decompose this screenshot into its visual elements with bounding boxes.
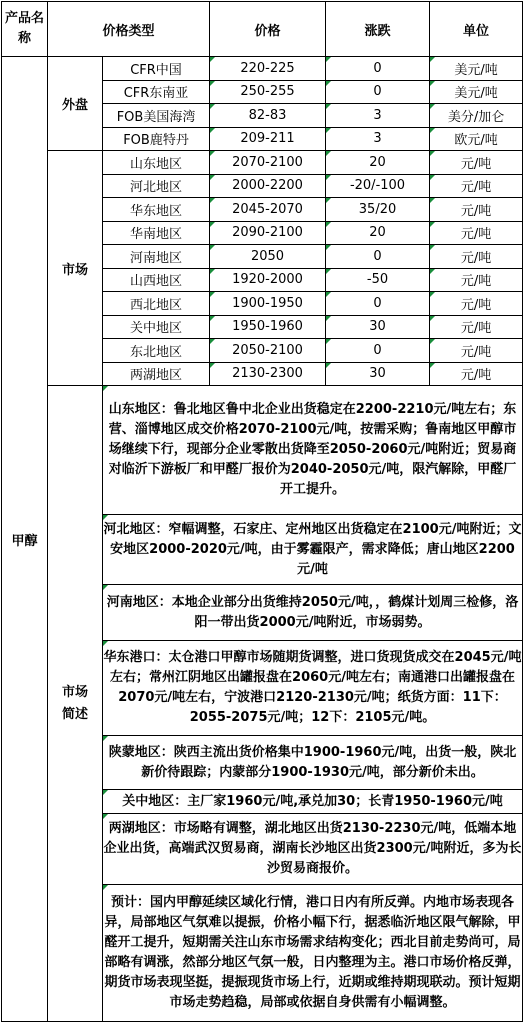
price-cell: 2050 [210,245,326,269]
unit-cell: 元/吨 [430,245,523,269]
header-row [2,2,523,57]
change-cell: -50 [326,268,430,292]
unit-cell: 元/吨 [430,221,523,245]
price-type-cell: 两湖地区 [103,362,210,386]
price-cell: 2000-2200 [210,174,326,198]
price-type-cell: 华南地区 [103,221,210,245]
change-cell: -20/-100 [326,174,430,198]
unit-cell: 元/吨 [430,268,523,292]
group-label-brief [48,386,103,1022]
unit-cell: 美分/加仑 [430,104,523,128]
change-cell: 3 [326,104,430,128]
unit-cell: 元/吨 [430,198,523,222]
price-cell: 82-83 [210,104,326,128]
market-brief-paragraph: 河南地区：本地企业部分出货维持2050元/吨，，鹤煤计划周三检修，洛阳一带出货2000元/吨附近，市场弱势。 [103,585,523,641]
price-cell: 1900-1950 [210,292,326,316]
unit-cell: 元/吨 [430,292,523,316]
market-brief-paragraph: 陕蒙地区：陕西主流出货价格集中1900-1960元/吨，出货一般，陕北新价待跟踪；内蒙部分1900-1930元/吨，部分新价未出。 [103,736,523,790]
price-cell: 1950-1960 [210,315,326,339]
unit-cell: 美元/吨 [430,57,523,81]
change-cell: 30 [326,315,430,339]
price-cell: 2130-2300 [210,362,326,386]
market-brief-paragraph: 山东地区：鲁北地区鲁中北企业出货稳定在2200-2210元/吨左右；东营、淄博地区成交价格2070-2100元/吨，按需采购；鲁南地区甲醇市场继续下行，现部分企业零散出货降至2050-2060元/吨附近；贸易商对临沂下游板厂和甲醛厂报价为2040-2050元/吨，限汽解除，甲醛厂开工提升。 [103,386,523,515]
price-type-cell: FOB鹿特丹 [103,127,210,151]
price-cell: 2050-2100 [210,339,326,363]
change-cell: 3 [326,127,430,151]
price-type-cell: CFR东南亚 [103,80,210,104]
price-cell: 1920-2000 [210,268,326,292]
change-cell: 30 [326,362,430,386]
price-cell: 220-225 [210,57,326,81]
header-unit: 单位 [430,2,523,57]
price-type-cell: 华东地区 [103,198,210,222]
price-cell: 2090-2100 [210,221,326,245]
change-cell: 0 [326,80,430,104]
price-type-cell: 山西地区 [103,268,210,292]
unit-cell: 元/吨 [430,151,523,175]
change-cell: 20 [326,151,430,175]
market-brief-paragraph: 河北地区：窄幅调整，石家庄、定州地区出货稳定在2100元/吨附近；文安地区2000-2020元/吨，由于雾霾限产，需求降低；唐山地区2200元/吨 [103,515,523,585]
table-row [2,151,523,175]
unit-cell: 美元/吨 [430,80,523,104]
price-type-cell: 西北地区 [103,292,210,316]
unit-cell: 元/吨 [430,362,523,386]
change-cell: 0 [326,245,430,269]
unit-cell: 欧元/吨 [430,127,523,151]
price-type-cell: 河南地区 [103,245,210,269]
table-row [2,57,523,81]
unit-cell: 元/吨 [430,315,523,339]
methanol-price-table [1,1,523,1022]
change-cell: 0 [326,292,430,316]
price-type-cell: 山东地区 [103,151,210,175]
price-cell: 2070-2100 [210,151,326,175]
market-brief-paragraph: 预计：国内甲醇延续区域化行情，港口日内有所反弹。内地市场表现各异，局部地区气氛难以提振，价格小幅下行，据悉临沂地区限气解除，甲醛开工提升，短期需关注山东市场需求结构变化；西北目前走势尚可，局部略有调涨，然部分地区气氛一般，日内整理为主。港口市场价格反弹，期货市场表现坚挺，提振现货市场上行，近期或维持期现联动。预计短期市场走势趋稳，局部或依据自身供需有小幅调整。 [103,885,523,1022]
change-cell: 35/20 [326,198,430,222]
market-brief-paragraph: 关中地区：主厂家1960元/吨,承兑加30；长青1950-1960元/吨 [103,790,523,814]
price-cell: 250-255 [210,80,326,104]
unit-cell: 元/吨 [430,339,523,363]
table-row [2,386,523,515]
brief-label-text: 市场简述 [61,684,88,722]
header-price: 价格 [210,2,326,57]
change-cell: 0 [326,339,430,363]
price-type-cell: 东北地区 [103,339,210,363]
group-label-overseas: 外盘 [48,57,103,151]
price-type-cell: 关中地区 [103,315,210,339]
header-product: 产品名称 [2,2,48,57]
change-cell: 0 [326,57,430,81]
market-brief-paragraph: 两湖地区：市场略有调整，湖北地区出货2130-2230元/吨，低端本地企业出货，高端武汉贸易商，湖南长沙地区出货2300元/吨附近，多为长沙贸易商报价。 [103,814,523,885]
market-brief-paragraph: 华东港口：太仓港口甲醇市场随期货调整，进口货现货成交在2045元/吨左右；常州江阴地区出罐报盘在2060元/吨左右；南通港口出罐报盘在2070元/吨左右，宁波港口2120-2130元/吨；纸货方面：11下：2055-2075元/吨；12下：2105元/吨。 [103,641,523,736]
price-cell: 209-211 [210,127,326,151]
header-price-type: 价格类型 [48,2,210,57]
price-type-cell: 河北地区 [103,174,210,198]
header-change: 涨跌 [326,2,430,57]
price-type-cell: CFR中国 [103,57,210,81]
product-name-cell: 甲醇 [2,57,48,1022]
price-type-cell: FOB美国海湾 [103,104,210,128]
price-cell: 2045-2070 [210,198,326,222]
unit-cell: 元/吨 [430,174,523,198]
change-cell: 20 [326,221,430,245]
group-label-market: 市场 [48,151,103,386]
